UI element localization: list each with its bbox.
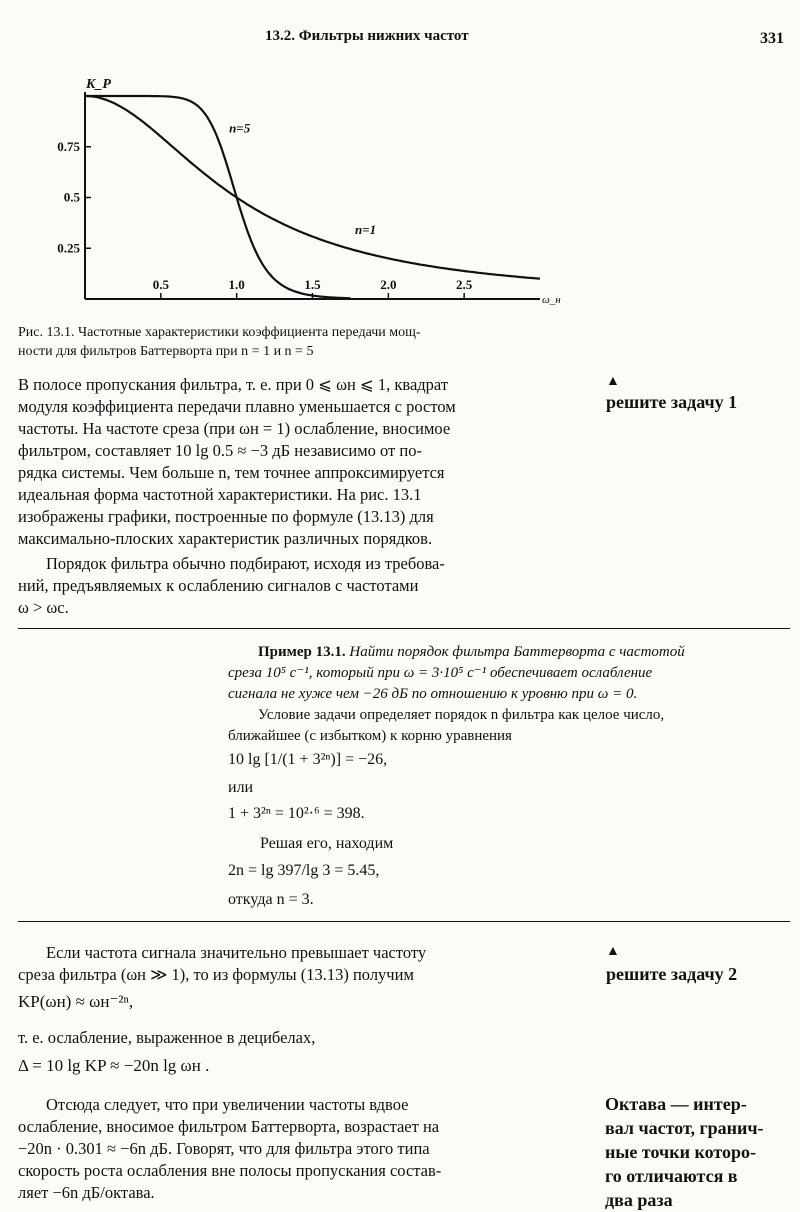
divider-bottom	[18, 921, 790, 922]
divider-top	[18, 628, 790, 629]
chart-labels	[57, 77, 561, 306]
page-header	[0, 28, 800, 52]
p1-line-6: изображены графики, построенные по формуле (13.13) для	[18, 507, 434, 526]
p1-line-7: максимально-плоских характеристик различных порядков.	[18, 529, 433, 548]
triangle-icon-2: ▲	[606, 944, 620, 959]
paragraph-order	[18, 553, 590, 619]
paragraph-octave	[18, 1094, 590, 1204]
x-tick-label: 1.0	[228, 277, 245, 292]
running-title: 13.2. Фильтры нижних частот	[265, 28, 469, 44]
s2-p-line-1: ослабление, вносимое фильтром Баттерворта, возрастает на	[18, 1117, 440, 1136]
y-tick-label: 0.25	[57, 240, 80, 256]
x-tick-label: 1.5	[304, 277, 321, 292]
p1-line-3: фильтром, составляет 10 lg 0.5 ≈ −3 дБ независимо от по-	[18, 441, 422, 460]
p1-line-0: В полосе пропускания фильтра, т. е. при 0 ⩽ ωн ⩽ 1, квадрат	[18, 375, 449, 394]
chart-series	[85, 96, 540, 298]
solve-task-1-link[interactable]: решите задачу 1	[606, 392, 738, 412]
octave-line-1: вал частот, гранич-	[605, 1118, 764, 1138]
series-line-n1	[85, 96, 540, 279]
equation-3: 2n = lg 397/lg 3 = 5.45,	[228, 862, 380, 879]
solve-task-2-link[interactable]: решите задачу 2	[606, 964, 738, 984]
series-label-n5: n=5	[229, 120, 251, 136]
butterworth-frequency-response-chart	[57, 66, 561, 321]
s2-line-3: т. е. ослабление, выраженное в децибелах,	[18, 1028, 316, 1047]
example-13-1	[228, 642, 788, 747]
example-head-line-2	[228, 663, 788, 684]
y-tick-label: 0.75	[57, 138, 80, 154]
margin-note-1[interactable]	[606, 374, 796, 413]
octave-definition	[605, 1092, 790, 1212]
p2-line-0: Порядок фильтра обычно подбирают, исходя из требова-	[46, 554, 445, 573]
x-tick-label: 2.5	[456, 277, 473, 292]
p2-line-2: ω > ωc.	[18, 598, 69, 617]
chart-axes	[85, 92, 540, 299]
p1-line-5: идеальная форма частотной характеристики. На рис. 13.1	[18, 485, 422, 504]
s2-p-line-3: скорость роста ослабления вне полосы пропускания состав-	[18, 1161, 442, 1180]
s2-line-1: Если частота сигнала значительно превышает частоту	[46, 943, 427, 962]
caption-line-2: ности для фильтров Баттерворта при n = 1 и n = 5	[18, 344, 314, 359]
octave-line-4: два раза	[605, 1190, 673, 1210]
s2-p-line-2: −20n · 0.301 ≈ −6n дБ. Говорят, что для фильтра этого типа	[18, 1139, 430, 1158]
example-head-line-1	[228, 642, 788, 663]
example-head-2: среза 10⁵ с⁻¹, который при ω = 3·10⁵ с⁻¹ обеспечивает ослабление	[228, 665, 653, 681]
page-number: 331	[760, 30, 784, 47]
series-line-n5	[85, 96, 350, 298]
x-tick-label: 0.5	[152, 277, 169, 292]
p1-line-1: модуля коэффициента передачи плавно уменьшается с ростом	[18, 397, 456, 416]
p1-line-4: рядка системы. Чем больше n, тем точнее аппроксимируется	[18, 463, 445, 482]
paragraph-passband	[18, 374, 590, 550]
y-tick-label: 0.5	[63, 189, 80, 205]
s2-line-2: среза фильтра (ωн ≫ 1), то из формулы (13.13) получим	[18, 965, 414, 984]
example-head-line-3	[228, 684, 788, 705]
s2-p-line-4: ляет −6n дБ/октава.	[18, 1183, 155, 1202]
example-cond-1: Условие задачи определяет порядок n фильтра как целое число,	[258, 707, 665, 723]
p2-line-1: ний, предъявляемых к ослаблению сигналов с частотами	[18, 576, 419, 595]
example-cond-2: ближайшее (с избытком) к корню уравнения	[228, 728, 512, 744]
octave-line-0: Октава — интер-	[605, 1094, 747, 1114]
caption-line-1: Рис. 13.1. Частотные характеристики коэффициента передачи мощ-	[18, 325, 421, 340]
attenuation-equation: Δ = 10 lg KP ≈ −20n lg ωн .	[18, 1056, 210, 1075]
x-axis-label: ω_н	[542, 294, 561, 306]
x-tick-label: 2.0	[380, 277, 397, 292]
s2-p-line-0: Отсюда следует, что при увеличении частоты вдвое	[46, 1095, 409, 1114]
octave-line-3: го отличаются в	[605, 1166, 738, 1186]
result-text: откуда n = 3.	[228, 891, 314, 908]
triangle-icon: ▲	[606, 374, 620, 389]
paragraph-stopband	[18, 942, 590, 986]
example-head-3: сигнала не хуже чем −26 дБ по отношению к уровню при ω = 0.	[228, 686, 638, 702]
margin-note-2[interactable]	[606, 944, 796, 985]
equation-2: 1 + 3²ⁿ = 10²·⁶ = 398.	[228, 805, 365, 822]
figure-caption	[18, 323, 598, 361]
solving-text: Решая его, находим	[260, 835, 394, 852]
equation-1: 10 lg [1/(1 + 3²ⁿ)] = −26,	[228, 751, 388, 768]
octave-line-2: ные точки которо-	[605, 1142, 756, 1162]
y-axis-label: K_P	[86, 77, 111, 92]
word-or: или	[228, 779, 254, 796]
example-title: Пример 13.1.	[258, 644, 346, 660]
asymptote-equation: KP(ωн) ≈ ωн⁻²ⁿ,	[18, 992, 134, 1011]
series-label-n1: n=1	[354, 222, 377, 238]
example-head-1: Найти порядок фильтра Баттерворта с частотой	[345, 644, 685, 660]
p1-line-2: частоты. На частоте среза (при ωн = 1) ослабление, вносимое	[18, 419, 451, 438]
